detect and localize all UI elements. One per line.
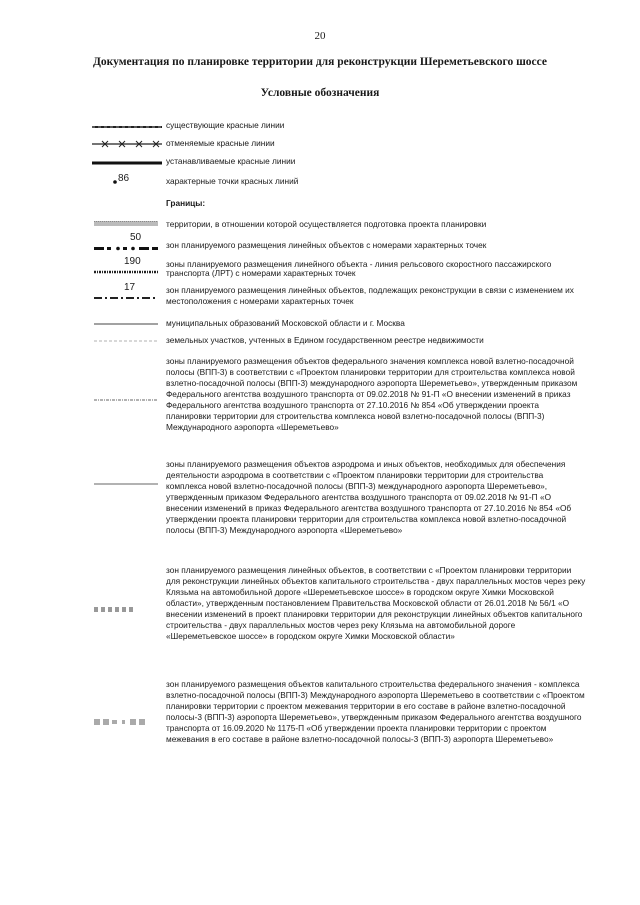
land-plot-boundary-label: земельных участков, учтенных в Едином государственном реестре недвижимости xyxy=(166,335,484,345)
established-red-line-symbol xyxy=(92,160,162,166)
municipal-boundary-symbol xyxy=(92,322,162,326)
cancelled-red-lines-label: отменяемые красные линии xyxy=(166,138,275,148)
cancelled-red-line-symbol xyxy=(92,140,162,148)
linear-zone-symbol xyxy=(92,234,162,252)
runway3-federal-label: зон планируемого размещения объектов капитального строительства федерального значения - комплекса взлетно-посадочной полосы (ВПП-3) Международного аэропорта Шереметьево в соответствии с «Проектом планировки территории с проектом межевания территории в его составе в районе взлетно-посадочной полосы-3 (ВПП-3) аэропорта Шереметьево», утвержденным приказом Федерального агентства воздушного транспорта от 16.09.2020 № 1175-П «Об утверждении проекта планировки территории с проектом межевания в его составе в районе взлетно-посадочной полосы-3 (ВПП-3) аэропорта Шереметьево» xyxy=(166,679,585,744)
linear-zone-number: 50 xyxy=(130,232,142,243)
aerodrome-symbol xyxy=(92,482,162,486)
territory-boundary-label: территории, в отношении которой осуществляется подготовка проекта планировки xyxy=(166,219,487,229)
lrt-zone-symbol xyxy=(92,256,162,276)
runway-federal-symbol xyxy=(92,397,162,403)
lrt-zone-label: зоны планируемого размещения линейного объекта - линия рельсового скоростного пассажирского транспорта (ЛРТ) с номерами характерных точек xyxy=(166,259,552,278)
bridges-label: зон планируемого размещения линейных объектов, в соответствии с «Проектом планировки территории для реконструкции линейных объектов капитального строительства - двух параллельных мостов через реку Клязьма на автомобильной дороге «Шереметьевское шоссе» в городском округе Химки Московской области», утвержденным постановлением Правительства Московской области от 26.01.2018 № 56/1 «О внесении изменений в проект планировки территории для реконструкции линейных объектов капитального строительства - двух параллельных мостов через реку Клязьма на автомобильной дороге «Шереметьевское шоссе» в городском округе Химки Московской области» xyxy=(166,565,586,641)
red-line-points-label: характерные точки красных линий xyxy=(166,176,299,186)
established-red-lines-label: устанавливаемые красные линии xyxy=(166,156,296,166)
red-line-point-symbol xyxy=(92,173,162,187)
legend-title: Условные обозначения xyxy=(260,87,380,99)
runway-federal-label: зоны планируемого размещения объектов федерального значения комплекса новой взлетно-посадочной полосы (ВПП-3) в соответствии с «Проектом планировки территории для строительства комплекса новой взлетно-посадочной полосы (ВПП-3) международного аэропорта Шереметьево», утвержденным приказом Федерального агентства воздушного транспорта от 09.02.2018 № 91-П «О внесении изменений в приказ Федерального агентства воздушного транспорта от 27.10.2016 № 854 «Об утверждении проекта планировки территории для строительства комплекса новой взлетно-посадочной полосы (ВПП-3) Международного аэропорта «Шереметьево» xyxy=(166,356,578,432)
aerodrome-label: зоны планируемого размещения объектов аэродрома и иных объектов, необходимых для обеспечения деятельности аэродрома в соответствии с «Проектом планировки территории для строительства комплекса новой взлетно-посадочной полосы (ВПП-3) международного аэропорта Шереметьево», утвержденным приказом Федерального агентства воздушного транспорта от 09.02.2018 № 91-П «О внесении изменений в приказ Федерального агентства воздушного транспорта от 27.10.2016 № 854 «Об утверждении проекта планировки территории для строительства комплекса новой взлетно-посадочной полосы (ВПП-3) Международного аэропорта «Шереметьево» xyxy=(166,459,572,535)
existing-red-lines-label: существующие красные линии xyxy=(166,120,285,130)
reconstruction-zone-number: 17 xyxy=(124,282,136,293)
lrt-zone-number: 190 xyxy=(124,256,141,267)
existing-red-line-symbol xyxy=(92,124,162,130)
territory-boundary-symbol xyxy=(92,220,162,228)
land-plot-boundary-symbol xyxy=(92,339,162,343)
document-title: Документация по планировке территории для реконструкции Шереметьевского шоссе xyxy=(93,56,547,68)
boundaries-heading: Границы: xyxy=(166,198,206,208)
reconstruction-zone-symbol xyxy=(92,284,162,304)
red-line-point-number: 86 xyxy=(118,173,130,184)
runway3-federal-symbol xyxy=(92,717,162,727)
linear-zone-label: зон планируемого размещения линейных объектов с номерами характерных точек xyxy=(166,240,487,250)
bridges-symbol xyxy=(92,606,162,614)
page-number: 20 xyxy=(314,30,326,42)
reconstruction-zone-label: зон планируемого размещения линейных объектов, подлежащих реконструкции в связи с изменением их местоположения с номерами характерных точек xyxy=(166,285,574,306)
municipal-boundary-label: муниципальных образований Московской области и г. Москва xyxy=(166,318,405,328)
